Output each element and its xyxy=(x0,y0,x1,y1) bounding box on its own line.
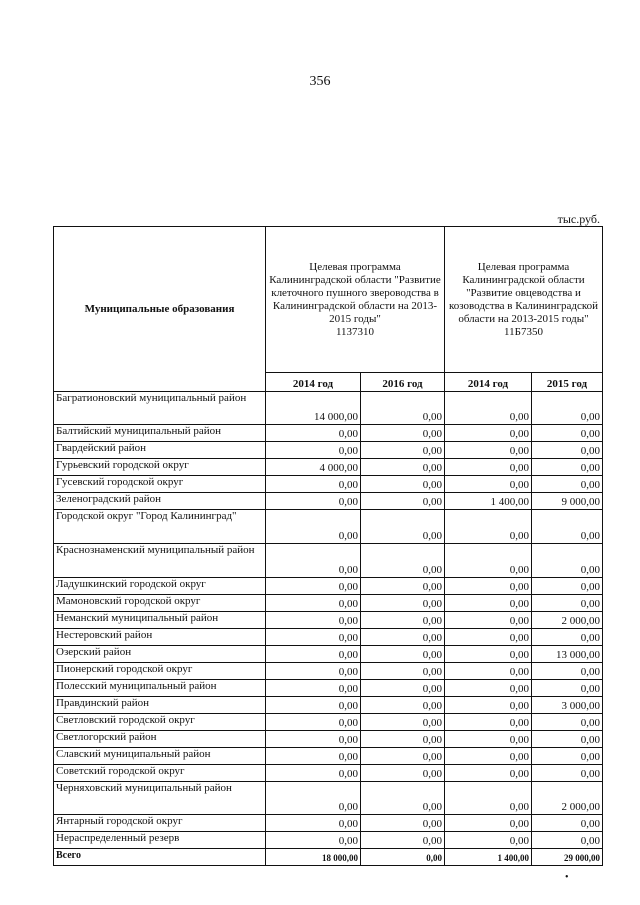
amount-cell: 0,00 xyxy=(361,697,445,714)
total-label: Всего xyxy=(54,849,266,866)
amount-cell: 0,00 xyxy=(445,425,532,442)
program1-code: 1137310 xyxy=(335,325,375,338)
amount-cell: 0,00 xyxy=(445,765,532,782)
amount-cell: 0,00 xyxy=(266,595,361,612)
table-row xyxy=(54,714,603,731)
amount-cell: 0,00 xyxy=(266,680,361,697)
amount-cell: 0,00 xyxy=(445,663,532,680)
amount-cell: 0,00 xyxy=(361,459,445,476)
municipality-name: Гурьевский городской округ xyxy=(54,459,266,476)
amount-cell: 0,00 xyxy=(361,544,445,578)
municipality-name: Краснознаменский муниципальный район xyxy=(54,544,266,578)
amount-cell: 0,00 xyxy=(266,748,361,765)
amount-cell: 0,00 xyxy=(445,782,532,815)
municipality-name: Городской округ "Город Калининград" xyxy=(54,510,266,544)
amount-cell: 0,00 xyxy=(445,748,532,765)
table-row xyxy=(54,748,603,765)
amount-cell: 0,00 xyxy=(445,442,532,459)
table-row xyxy=(54,493,603,510)
amount-cell: 0,00 xyxy=(266,731,361,748)
amount-cell: 0,00 xyxy=(532,442,603,459)
program2-title: Целевая программа Калининградской области "Развитие овцеводства и козоводства в Калининградской области на 2013-2015 годы" xyxy=(448,260,599,325)
amount-cell: 0,00 xyxy=(266,425,361,442)
program2-year-1: 2014 год xyxy=(445,373,532,392)
amount-cell: 0,00 xyxy=(266,782,361,815)
program1-year-1: 2014 год xyxy=(266,373,361,392)
amount-cell: 0,00 xyxy=(361,442,445,459)
amount-cell: 0,00 xyxy=(532,425,603,442)
amount-cell: 0,00 xyxy=(445,629,532,646)
municipality-name: Славский муниципальный район xyxy=(54,748,266,765)
amount-cell: 13 000,00 xyxy=(532,646,603,663)
amount-cell: 0,00 xyxy=(266,714,361,731)
amount-cell: 0,00 xyxy=(532,765,603,782)
amount-cell: 0,00 xyxy=(445,815,532,832)
table-row xyxy=(54,442,603,459)
amount-cell: 0,00 xyxy=(361,714,445,731)
municipality-name: Ладушкинский городской округ xyxy=(54,578,266,595)
amount-cell: 0,00 xyxy=(532,748,603,765)
amount-cell: 0,00 xyxy=(361,680,445,697)
amount-cell: 0,00 xyxy=(266,629,361,646)
table-row xyxy=(54,815,603,832)
table-body xyxy=(54,392,603,866)
amount-cell: 0,00 xyxy=(532,815,603,832)
amount-cell: 0,00 xyxy=(266,815,361,832)
amount-cell: 0,00 xyxy=(532,629,603,646)
municipality-name: Светлогорский район xyxy=(54,731,266,748)
amount-cell: 0,00 xyxy=(445,731,532,748)
amount-cell: 0,00 xyxy=(266,612,361,629)
total-amount-cell: 18 000,00 xyxy=(266,849,361,866)
table-row xyxy=(54,697,603,714)
municipality-column-header: Муниципальные образования xyxy=(54,227,266,392)
amount-cell: 9 000,00 xyxy=(532,493,603,510)
amount-cell: 0,00 xyxy=(361,629,445,646)
amount-cell: 0,00 xyxy=(266,493,361,510)
amount-cell: 0,00 xyxy=(361,832,445,849)
amount-cell: 0,00 xyxy=(266,697,361,714)
amount-cell: 0,00 xyxy=(445,595,532,612)
program1-title: Целевая программа Калининградской области "Развитие клеточного пушного звероводства в Калининградской области на 2013-2015 годы" xyxy=(269,260,441,325)
table-row xyxy=(54,578,603,595)
amount-cell: 0,00 xyxy=(532,392,603,425)
amount-cell: 0,00 xyxy=(266,476,361,493)
amount-cell: 0,00 xyxy=(532,476,603,493)
municipality-name: Неманский муниципальный район xyxy=(54,612,266,629)
municipality-name: Светловский городской округ xyxy=(54,714,266,731)
amount-cell: 0,00 xyxy=(361,731,445,748)
amount-cell: 0,00 xyxy=(266,663,361,680)
amount-cell: 0,00 xyxy=(445,544,532,578)
amount-cell: 0,00 xyxy=(445,476,532,493)
amount-cell: 0,00 xyxy=(532,731,603,748)
amount-cell: 0,00 xyxy=(532,595,603,612)
amount-cell: 0,00 xyxy=(361,510,445,544)
municipality-name: Нераспределенный резерв xyxy=(54,832,266,849)
amount-cell: 0,00 xyxy=(266,646,361,663)
amount-cell: 14 000,00 xyxy=(266,392,361,425)
total-row xyxy=(54,849,603,866)
municipality-name: Полесский муниципальный район xyxy=(54,680,266,697)
budget-table xyxy=(53,226,603,866)
municipality-name: Янтарный городской округ xyxy=(54,815,266,832)
table-row xyxy=(54,459,603,476)
amount-cell: 0,00 xyxy=(266,765,361,782)
amount-cell: 0,00 xyxy=(445,612,532,629)
amount-cell: 0,00 xyxy=(445,392,532,425)
amount-cell: 4 000,00 xyxy=(266,459,361,476)
municipality-name: Гвардейский район xyxy=(54,442,266,459)
amount-cell: 0,00 xyxy=(532,544,603,578)
municipality-name: Советский городской округ xyxy=(54,765,266,782)
page-number: 356 xyxy=(309,74,331,89)
municipality-name: Пионерский городской округ xyxy=(54,663,266,680)
table-row xyxy=(54,476,603,493)
table-row xyxy=(54,680,603,697)
table-row xyxy=(54,425,603,442)
table-row xyxy=(54,663,603,680)
table-row xyxy=(54,782,603,815)
amount-cell: 0,00 xyxy=(445,578,532,595)
amount-cell: 0,00 xyxy=(361,815,445,832)
municipality-name: Нестеровский район xyxy=(54,629,266,646)
amount-cell: 0,00 xyxy=(532,663,603,680)
amount-cell: 2 000,00 xyxy=(532,612,603,629)
table-row xyxy=(54,646,603,663)
municipality-name: Озерский район xyxy=(54,646,266,663)
amount-cell: 0,00 xyxy=(361,425,445,442)
footer-mark: • xyxy=(565,872,569,883)
amount-cell: 0,00 xyxy=(266,578,361,595)
amount-cell: 0,00 xyxy=(361,748,445,765)
municipality-name: Мамоновский городской округ xyxy=(54,595,266,612)
municipality-name: Гусевский городской округ xyxy=(54,476,266,493)
amount-cell: 3 000,00 xyxy=(532,697,603,714)
program1-header xyxy=(266,227,445,373)
amount-cell: 0,00 xyxy=(266,832,361,849)
municipality-name: Багратионовский муниципальный район xyxy=(54,392,266,425)
amount-cell: 0,00 xyxy=(445,510,532,544)
table-row xyxy=(54,731,603,748)
amount-cell: 0,00 xyxy=(361,612,445,629)
municipality-name: Правдинский район xyxy=(54,697,266,714)
amount-cell: 0,00 xyxy=(532,578,603,595)
table-row xyxy=(54,544,603,578)
table-row xyxy=(54,510,603,544)
amount-cell: 0,00 xyxy=(361,578,445,595)
amount-cell: 0,00 xyxy=(445,459,532,476)
amount-cell: 0,00 xyxy=(532,714,603,731)
table-row xyxy=(54,595,603,612)
amount-cell: 0,00 xyxy=(361,493,445,510)
amount-cell: 1 400,00 xyxy=(445,493,532,510)
amount-cell: 0,00 xyxy=(361,595,445,612)
program1-year-2: 2016 год xyxy=(361,373,445,392)
amount-cell: 0,00 xyxy=(361,392,445,425)
table-row xyxy=(54,392,603,425)
amount-cell: 2 000,00 xyxy=(532,782,603,815)
amount-cell: 0,00 xyxy=(266,510,361,544)
amount-cell: 0,00 xyxy=(532,680,603,697)
table-header-row xyxy=(54,227,603,373)
amount-cell: 0,00 xyxy=(445,680,532,697)
total-amount-cell: 29 000,00 xyxy=(532,849,603,866)
amount-cell: 0,00 xyxy=(445,714,532,731)
amount-cell: 0,00 xyxy=(361,782,445,815)
amount-cell: 0,00 xyxy=(445,697,532,714)
program2-code: 11Б7350 xyxy=(504,325,543,338)
amount-cell: 0,00 xyxy=(532,510,603,544)
program2-year-2: 2015 год xyxy=(532,373,603,392)
municipality-name: Черняховский муниципальный район xyxy=(54,782,266,815)
amount-cell: 0,00 xyxy=(361,646,445,663)
amount-cell: 0,00 xyxy=(445,832,532,849)
amount-cell: 0,00 xyxy=(266,442,361,459)
total-amount-cell: 1 400,00 xyxy=(445,849,532,866)
program2-header xyxy=(445,227,603,373)
total-amount-cell: 0,00 xyxy=(361,849,445,866)
amount-cell: 0,00 xyxy=(266,544,361,578)
amount-cell: 0,00 xyxy=(445,646,532,663)
municipality-name: Балтийский муниципальный район xyxy=(54,425,266,442)
amount-cell: 0,00 xyxy=(361,476,445,493)
municipality-name: Зеленоградский район xyxy=(54,493,266,510)
amount-cell: 0,00 xyxy=(532,832,603,849)
amount-cell: 0,00 xyxy=(361,663,445,680)
units-label: тыс.руб. xyxy=(557,212,600,226)
table-row xyxy=(54,629,603,646)
table-row xyxy=(54,832,603,849)
table-row xyxy=(54,612,603,629)
table-row xyxy=(54,765,603,782)
amount-cell: 0,00 xyxy=(361,765,445,782)
amount-cell: 0,00 xyxy=(532,459,603,476)
